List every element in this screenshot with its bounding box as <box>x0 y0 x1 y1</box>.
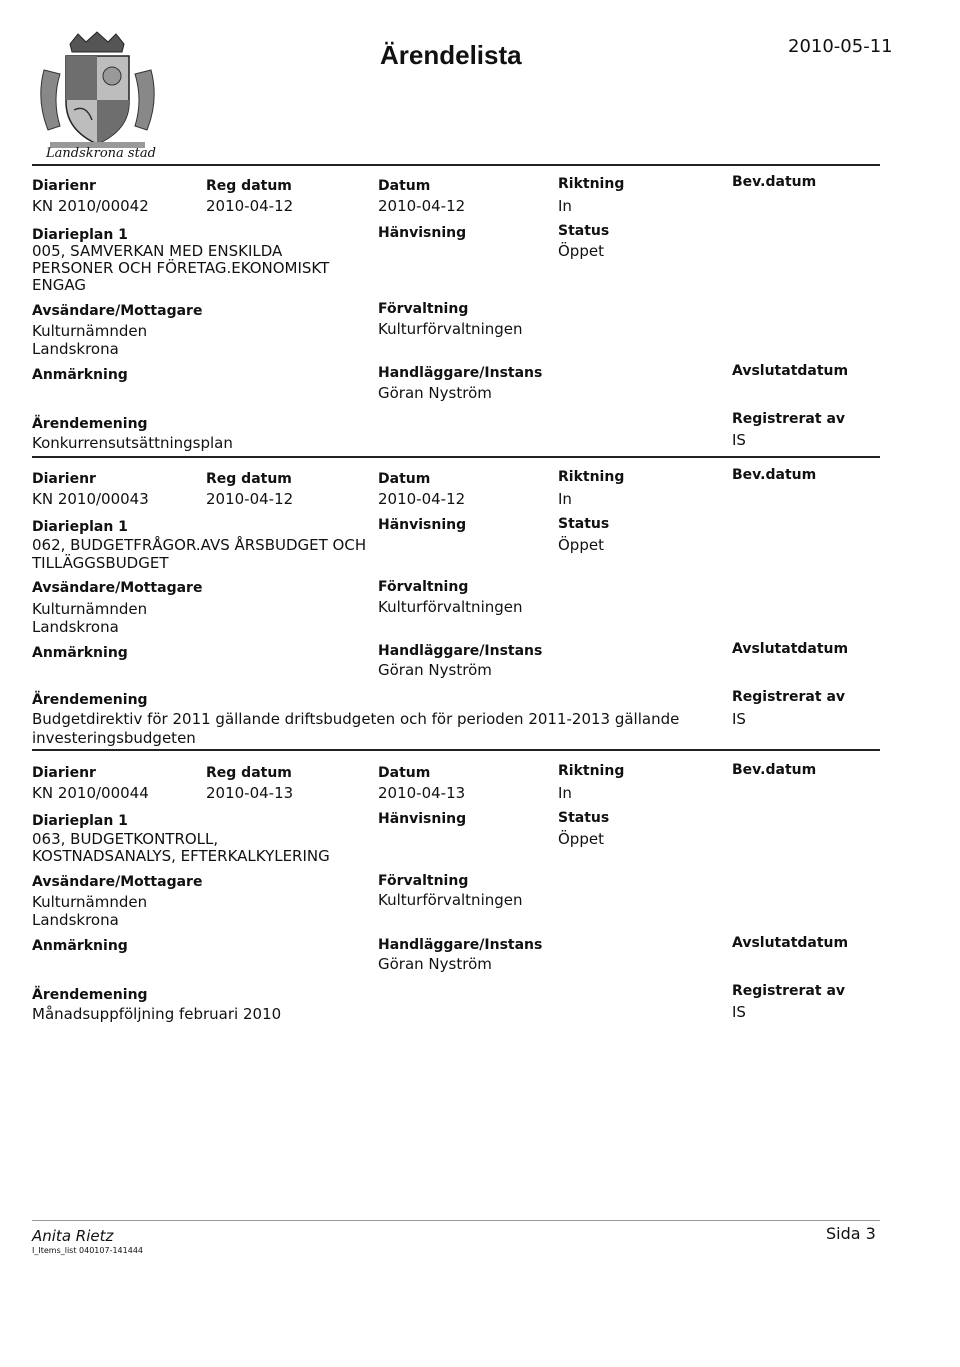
diarieplan-label: Diarieplan 1 <box>32 227 128 243</box>
registrerat-av-label: Registrerat av <box>732 411 846 427</box>
diarienr-value: KN 2010/00043 <box>32 490 149 508</box>
status-label: Status <box>558 223 610 239</box>
status-label: Status <box>558 516 610 532</box>
reg-datum-label: Reg datum <box>206 178 292 194</box>
forvaltning-value: Kulturförvaltningen <box>378 320 523 338</box>
diarienr-label: Diarienr <box>32 178 96 194</box>
hanvisning-label: Hänvisning <box>378 517 467 533</box>
avsandare-label: Avsändare/Mottagare <box>32 874 203 890</box>
datum-value: 2010-04-13 <box>378 784 466 802</box>
bev-datum-label: Bev.datum <box>732 174 817 190</box>
avsandare-value-line-2: Landskrona <box>32 911 119 929</box>
diarieplan-label: Diarieplan 1 <box>32 813 128 829</box>
avslutatdatum-label: Avslutatdatum <box>732 363 849 379</box>
hanvisning-label: Hänvisning <box>378 811 467 827</box>
header-divider <box>32 164 880 166</box>
avsandare-value-line-2: Landskrona <box>32 618 119 636</box>
handlaggare-label: Handläggare/Instans <box>378 643 543 659</box>
footer-divider <box>32 1220 880 1221</box>
page-title: Ärendelista <box>380 40 522 70</box>
forvaltning-label: Förvaltning <box>378 579 469 595</box>
arendemening-value: Konkurrensutsättningsplan <box>32 434 233 452</box>
registrerat-av-value: IS <box>732 710 746 728</box>
reg-datum-value: 2010-04-12 <box>206 197 294 215</box>
reg-datum-label: Reg datum <box>206 765 292 781</box>
riktning-value: In <box>558 784 572 802</box>
status-value: Öppet <box>558 536 604 554</box>
footer-author: Anita Rietz <box>32 1227 114 1245</box>
riktning-value: In <box>558 490 572 508</box>
forvaltning-value: Kulturförvaltningen <box>378 598 523 616</box>
anmarkning-label: Anmärkning <box>32 367 128 383</box>
datum-label: Datum <box>378 471 431 487</box>
diarienr-value: KN 2010/00044 <box>32 784 149 802</box>
diarieplan-value-line-3: ENGAG <box>32 276 86 294</box>
hanvisning-label: Hänvisning <box>378 225 467 241</box>
diarieplan-value-line-2: PERSONER OCH FÖRETAG.EKONOMISKT <box>32 259 330 277</box>
arendemening-label: Ärendemening <box>32 692 148 708</box>
bev-datum-label: Bev.datum <box>732 762 817 778</box>
status-value: Öppet <box>558 830 604 848</box>
avsandare-label: Avsändare/Mottagare <box>32 580 203 596</box>
avsandare-value-line-1: Kulturnämnden <box>32 322 148 340</box>
avsandare-label: Avsändare/Mottagare <box>32 303 203 319</box>
avslutatdatum-label: Avslutatdatum <box>732 935 849 951</box>
bev-datum-label: Bev.datum <box>732 467 817 483</box>
handlaggare-value: Göran Nyström <box>378 955 492 973</box>
arendemening-label: Ärendemening <box>32 416 148 432</box>
avsandare-value-line-1: Kulturnämnden <box>32 600 148 618</box>
avsandare-value-line-2: Landskrona <box>32 340 119 358</box>
forvaltning-label: Förvaltning <box>378 873 469 889</box>
riktning-value: In <box>558 197 572 215</box>
forvaltning-value: Kulturförvaltningen <box>378 891 523 909</box>
handlaggare-label: Handläggare/Instans <box>378 937 543 953</box>
datum-label: Datum <box>378 765 431 781</box>
reg-datum-value: 2010-04-13 <box>206 784 294 802</box>
diarieplan-value-line-2: TILLÄGGSBUDGET <box>32 554 169 572</box>
record-divider <box>32 456 880 458</box>
handlaggare-value: Göran Nyström <box>378 661 492 679</box>
footer-report-id: I_Items_list 040107-141444 <box>32 1246 143 1255</box>
print-date: 2010-05-11 <box>788 36 893 57</box>
handlaggare-label: Handläggare/Instans <box>378 365 543 381</box>
registrerat-av-value: IS <box>732 431 746 449</box>
record-divider <box>32 749 880 751</box>
landskrona-crest-logo <box>30 20 165 165</box>
arendemening-value: Månadsuppföljning februari 2010 <box>32 1005 282 1023</box>
avsandare-value-line-1: Kulturnämnden <box>32 893 148 911</box>
registrerat-av-label: Registrerat av <box>732 689 846 705</box>
avslutatdatum-label: Avslutatdatum <box>732 641 849 657</box>
registrerat-av-label: Registrerat av <box>732 983 846 999</box>
diarieplan-value-line-1: 063, BUDGETKONTROLL, <box>32 830 219 848</box>
datum-label: Datum <box>378 178 431 194</box>
riktning-label: Riktning <box>558 469 625 485</box>
arendemening-label: Ärendemening <box>32 987 148 1003</box>
anmarkning-label: Anmärkning <box>32 938 128 954</box>
datum-value: 2010-04-12 <box>378 490 466 508</box>
reg-datum-label: Reg datum <box>206 471 292 487</box>
diarieplan-value-line-2: KOSTNADSANALYS, EFTERKALKYLERING <box>32 847 330 865</box>
forvaltning-label: Förvaltning <box>378 301 469 317</box>
diarienr-value: KN 2010/00042 <box>32 197 149 215</box>
handlaggare-value: Göran Nyström <box>378 384 492 402</box>
anmarkning-label: Anmärkning <box>32 645 128 661</box>
footer-page-number: Sida 3 <box>826 1224 876 1243</box>
riktning-label: Riktning <box>558 176 625 192</box>
arendemening-value-line-2: investeringsbudgeten <box>32 729 196 747</box>
diarienr-label: Diarienr <box>32 471 96 487</box>
registrerat-av-value: IS <box>732 1003 746 1021</box>
diarienr-label: Diarienr <box>32 765 96 781</box>
reg-datum-value: 2010-04-12 <box>206 490 294 508</box>
status-label: Status <box>558 810 610 826</box>
diarieplan-label: Diarieplan 1 <box>32 519 128 535</box>
diarieplan-value-line-1: 062, BUDGETFRÅGOR.AVS ÅRSBUDGET OCH <box>32 536 367 554</box>
status-value: Öppet <box>558 242 604 260</box>
arendemening-value-line-1: Budgetdirektiv för 2011 gällande driftsbudgeten och för perioden 2011-2013 gällande <box>32 710 680 728</box>
diarieplan-value-line-1: 005, SAMVERKAN MED ENSKILDA <box>32 242 283 260</box>
logo-caption: Landskrona stad <box>46 146 156 161</box>
riktning-label: Riktning <box>558 763 625 779</box>
datum-value: 2010-04-12 <box>378 197 466 215</box>
